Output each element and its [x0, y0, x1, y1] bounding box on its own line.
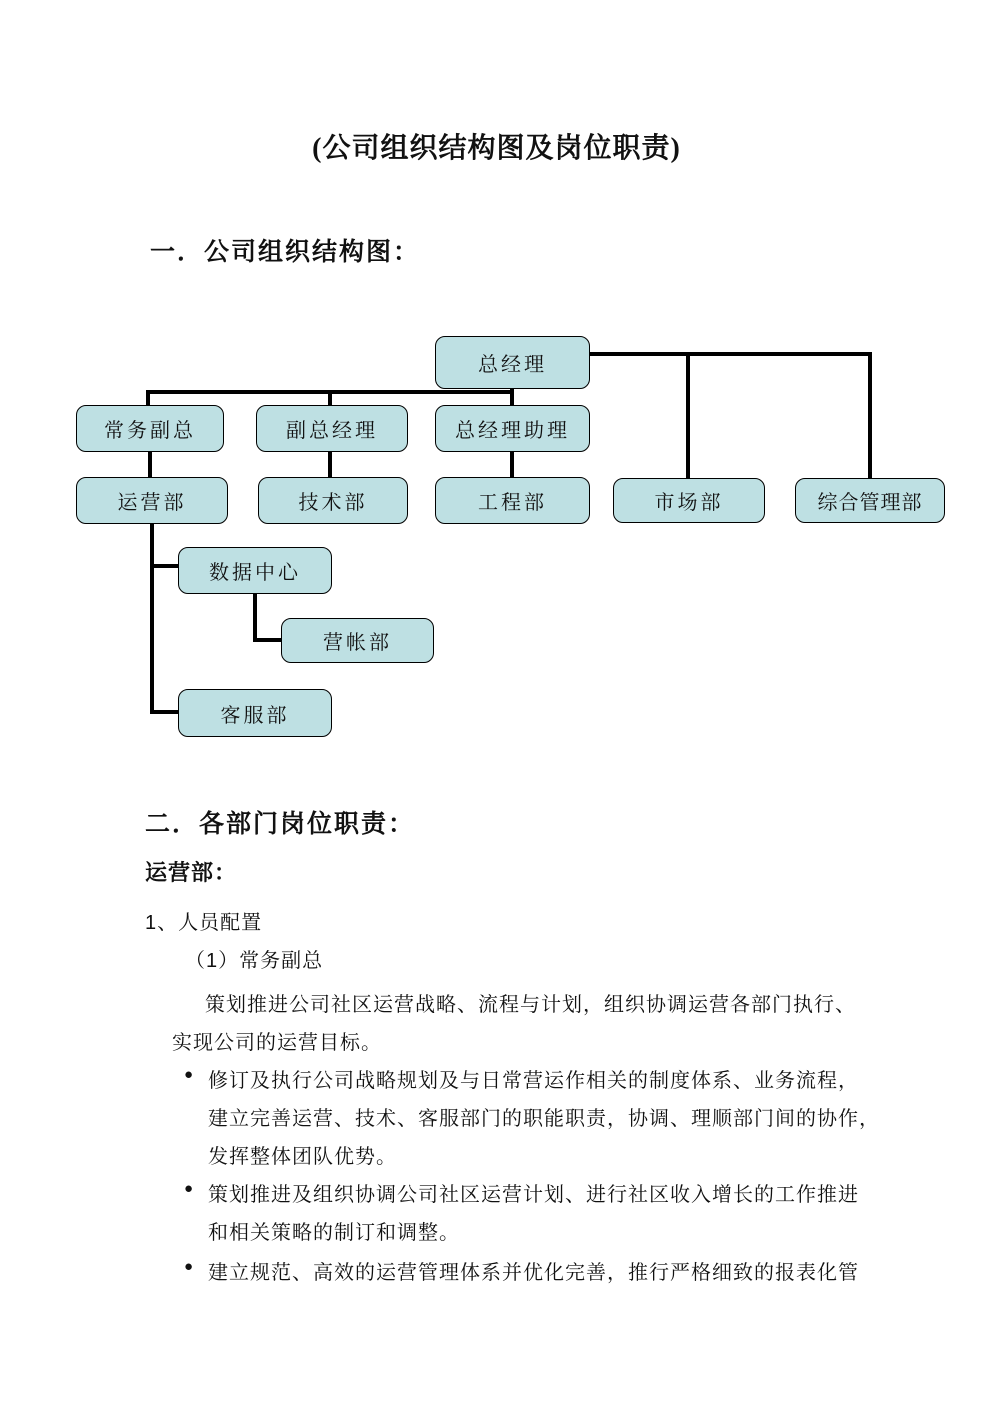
org-node-label: 工程部 — [478, 492, 547, 514]
connector-line — [148, 452, 152, 478]
org-node-label: 市场部 — [654, 492, 724, 514]
org-node-billing-dept — [281, 618, 434, 663]
org-node-general-admin-dept — [795, 478, 945, 523]
bullet-line: 建立规范、高效的运营管理体系并优化完善，推行严格细致的报表化管 — [208, 1262, 859, 1284]
section2-heading: 二．各部门岗位职责： — [145, 810, 416, 838]
org-node-label: 常务副总 — [104, 420, 196, 442]
org-node-deputy-general-manager — [256, 405, 408, 452]
connector-line — [868, 352, 872, 478]
connector-line — [588, 352, 872, 356]
org-node-data-center — [178, 547, 332, 594]
connector-line — [146, 390, 150, 406]
org-node-label: 总经理助理 — [455, 420, 570, 442]
org-node-label: 技术部 — [298, 492, 368, 514]
role-heading: （1）常务副总 — [185, 950, 324, 972]
connector-line — [510, 452, 514, 478]
intro-line: 策划推进公司社区运营战略、流程与计划，组织协调运营各部门执行、 — [205, 994, 856, 1016]
org-node-label: 副总经理 — [286, 420, 378, 442]
section1-heading: 一．公司组织结构图： — [150, 238, 421, 266]
connector-line — [150, 564, 178, 568]
bullet-marker-icon: ● — [184, 1066, 194, 1083]
staffing-heading: 1、人员配置 — [145, 912, 263, 934]
bullet-line: 建立完善运营、技术、客服部门的职能职责，协调、理顺部门间的协作， — [208, 1108, 880, 1130]
org-node-general-manager — [435, 336, 590, 389]
connector-line — [150, 710, 178, 714]
org-node-technology-dept — [258, 477, 408, 524]
department-heading: 运营部： — [145, 860, 238, 885]
org-node-engineering-dept — [435, 477, 590, 524]
connector-line — [150, 524, 154, 714]
org-node-label: 运营部 — [117, 492, 187, 514]
bullet-line: 发挥整体团队优势。 — [208, 1146, 397, 1168]
org-node-executive-vice-president — [76, 405, 224, 452]
org-node-marketing-dept — [613, 478, 765, 523]
org-node-gm-assistant — [435, 405, 590, 452]
connector-line — [328, 390, 332, 406]
bullet-line: 和相关策略的制订和调整。 — [208, 1222, 460, 1244]
org-node-label: 数据中心 — [209, 562, 301, 584]
connector-line — [686, 352, 690, 478]
bullet-marker-icon: ● — [184, 1180, 194, 1197]
org-node-label: 客服部 — [220, 704, 290, 727]
org-node-label: 营帐部 — [323, 632, 392, 654]
connector-line — [328, 452, 332, 478]
connector-line — [253, 594, 257, 642]
connector-line — [253, 638, 281, 642]
org-node-label: 总经理 — [478, 354, 547, 376]
bullet-line: 修订及执行公司战略规划及与日常营运作相关的制度体系、业务流程， — [208, 1070, 859, 1092]
intro-line: 实现公司的运营目标。 — [172, 1032, 382, 1054]
bullet-marker-icon: ● — [184, 1258, 194, 1275]
page-title: (公司组织结构图及岗位职责) — [312, 133, 681, 164]
bullet-line: 策划推进及组织协调公司社区运营计划、进行社区收入增长的工作推进 — [208, 1184, 859, 1206]
org-node-customer-service-dept — [178, 689, 332, 737]
org-node-label: 综合管理部 — [817, 492, 923, 514]
org-node-operations-dept — [76, 477, 228, 524]
